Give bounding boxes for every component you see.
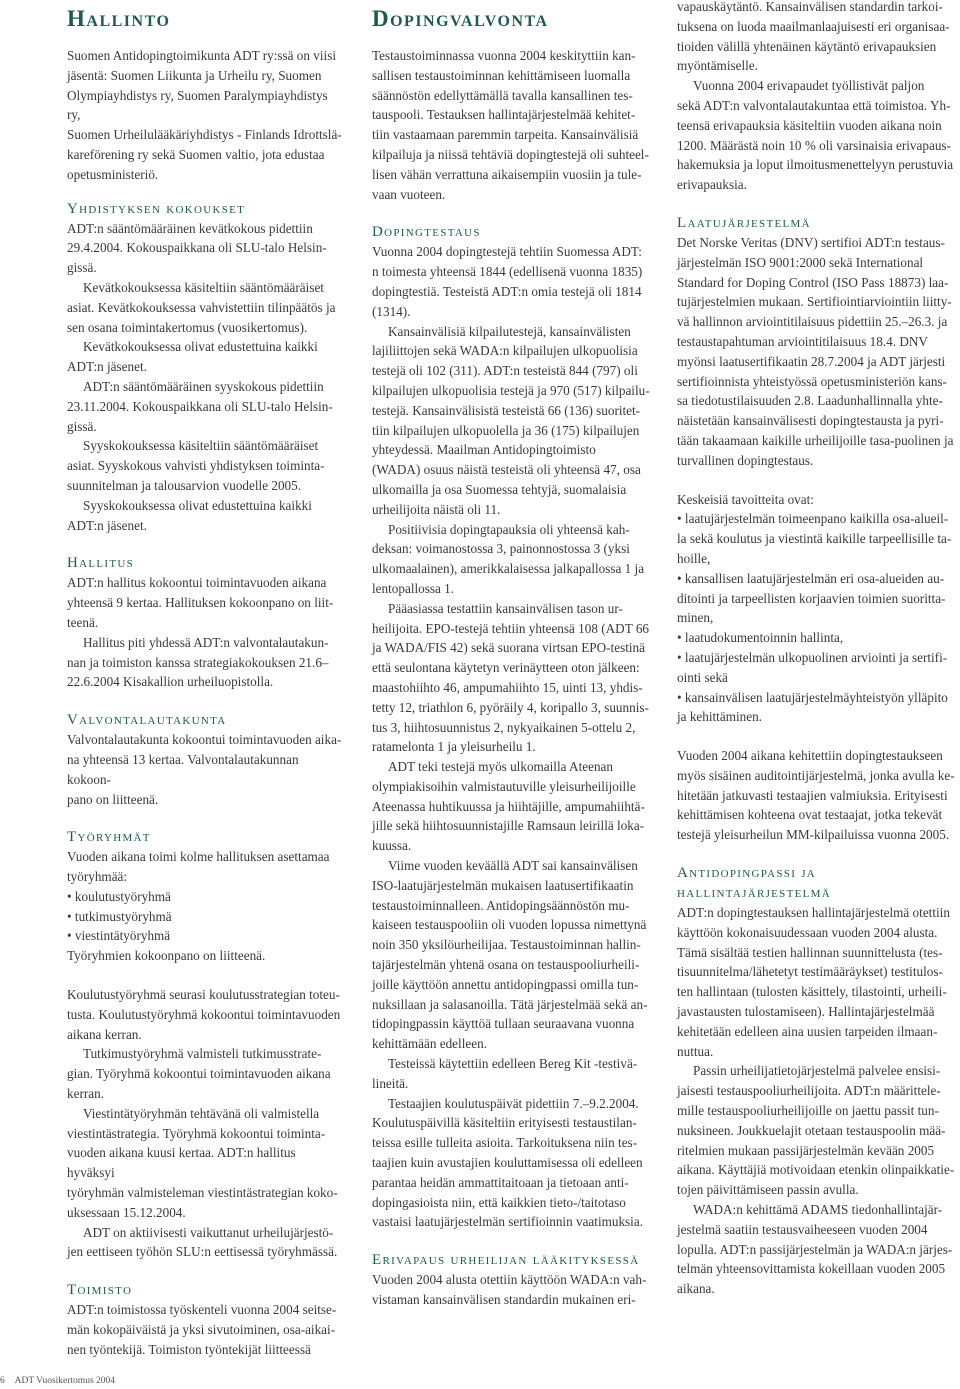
paragraph: ADT:n dopingtestauksen hallintajärjestelmä otettiin käyttöön kokonaisuudessaan vuoden 2004 alusta. Tämä sisältää testien hallinnan suunnittelusta (tes- tisuunnitelma/lähetetyt testimääräykset) testitulos- ten hallintaan (tulosten käsittely, tilastointi, urheili- javastausten tulostamiseen). Hallintajärjestelmää kehitetään edelleen aina uusien tarpeiden ilmaan- nuttua. <box>677 905 950 1059</box>
paragraph: ADT:n sääntömääräinen syyskokous pidettiin 23.11.2004. Kokouspaikkana oli SLU-talo Helsin- gissä. <box>67 378 333 434</box>
paragraph: ADT:n sääntömääräinen kevätkokous pidettiin 29.4.2004. Kokouspaikkana oli SLU-talo Helsin- gissä. <box>67 220 327 276</box>
page-number: 6 <box>0 1376 5 1386</box>
paragraph: ADT on aktiivisesti vaikuttanut urheilujärjestö- jen eettiseen työhön SLU:n eettisessä työryhmässä. <box>67 1224 338 1260</box>
paragraph: ADT teki testejä myös ulkomailla Ateenan olympiakisoihin valmistautuville yleisurheilijoille Ateenassa huhtikuussa ja hiihtäjille, ampumahiihtä- jille sekä hiihtosuunnistajille Ramsaun leirillä loka- kuussa. <box>372 759 645 854</box>
list-item: • koulutustyöryhmä <box>67 887 344 907</box>
list-item: • tutkimustyöryhmä <box>67 907 344 927</box>
list-item: • viestintätyöryhmä <box>67 926 344 946</box>
paragraph: Kevätkokouksessa käsiteltiin sääntömääräiset asiat. Kevätkokouksessa vahvistettiin tilinpäätös ja sen osana toimintakertomus (vuosikertomus). <box>67 279 336 335</box>
column-1 <box>67 5 344 1360</box>
publication-title: ADT Vuosikertomus 2004 <box>14 1376 116 1386</box>
list-item: • laatujärjestelmän toimeenpano kaikilla osa-alueil- la sekä koulutus ja viestintä kaikille tarpeellisille ta- hoille, <box>677 509 956 568</box>
paragraph: Syyskokouksessa käsiteltiin sääntömääräiset asiat. Syyskokous vahvisti yhdistyksen toiminta- suunnitelman ja talousarvion vuodelle 2005. <box>67 438 325 493</box>
bullet-list <box>677 509 956 727</box>
paragraph: Det Norske Veritas (DNV) sertifioi ADT:n testaus- järjestelmän ISO 9001:2000 sekä International Standard for Doping Control (ISO Pass 18873) laa- tujärjestelmien mukaan. Sertifiointiarviointiin liitty- vä hallinnon arviointitilaisuus pidettiin 25.–26.3. ja testaustapahtuman arviointitilaisuus 18.4. DNV myönsi laatusertifikaatin 28.7.2004 ja ADT järjesti sertifioinnista yhteistyössä opetusministeriön kans- sa tiedotustilaisuuden 2.8. Laadunhallinnalla yhte- näistetään kansainvälisesti dopingtestausta ja pyri- tään takaamaan kaikille urheilijoille tasa-puolinen ja turvallinen dopingtestaus. <box>677 234 954 468</box>
paragraph: Syyskokouksessa olivat edustettuina kaikki ADT:n jäsenet. <box>67 497 312 533</box>
subheading-yhdistyksen-kokoukset: Yhdistyksen kokoukset <box>67 200 246 217</box>
paragraph: Testeissä käytettiin edelleen Bereg Kit -testivä- lineitä. <box>372 1056 638 1091</box>
subheading-antidopingpassi: Antidopingpassi ja hallintajärjestelmä <box>677 865 831 902</box>
subheading-toimisto: Toimisto <box>67 1282 133 1299</box>
column-3 <box>677 0 956 1299</box>
paragraph: Tutkimustyöryhmä valmisteli tutkimusstrate- gian. Työryhmä kokoontui toimintavuoden aikana kerran. <box>67 1046 331 1102</box>
paragraph: Viime vuoden keväällä ADT sai kansainvälisen ISO-laatujärjestelmän mukaisen laatusertifikaatin testaustoiminnalleen. Antidopingsäännöstön mu- kaiseen testauspooliin oli vuoden lopussa nimettynä noin 350 yksilöurheilijaa. Testaustoiminnan hallin- tajärjestelmän yhtenä osana on testauspooliurheili- joille käyttöön annettu antidopingpassi omilla tun- nuksillaan ja salasanoilla. Tätä järjestelmää sekä an- tidopingpassin käyttöä tullaan seuraavana vuonna kehittämään edelleen. <box>372 858 648 1052</box>
paragraph: Testaajien koulutuspäivät pidettiin 7.–9.2.2004. Koulutuspäivillä käsiteltiin erityisesti testaustilan- teissa esille tulleita asioita. Tarkoituksena niin tes- taajien kuin avustajien kouluttamisessa oli edelleen parantaa heidän ammattitaitoaan ja tietoaan anti- dopingasioista niin, että kaikkien tieto-/taitotaso vastaisi laatujärjestelmän sertifioinnin vaatimuksia. <box>372 1095 644 1230</box>
paragraph: Testaustoiminnassa vuonna 2004 keskityttiin kan- sallisen testaustoiminnan kehittämiseen luomalla säännöstön edellyttämällä tavalla kansallinen tes- tauspooli. Testauksen hallintajärjestelmää kehitet- tiin vastaamaan paremmin tarpeita. Kansainvälisiä kilpailuja ja niissä tehtäviä dopingtestejä oli suhteel- lisen vähän verrattuna aikaisempiin vuosiin ja tule- vaan vuoteen. <box>372 48 649 202</box>
paragraph: Suomen Antidopingtoimikunta ADT ry:ssä on viisi jäsentä: Suomen Liikunta ja Urheilu ry, Suomen Olympiayhdistys ry, Suomen Paralympiayhdistys ry, Suomen Urheilulääkäriyhdistys - Finlands Idrottslä- kareförening ry sekä Suomen valtio, jota edustaa opetusministeriö. <box>67 48 342 182</box>
paragraph: Vuonna 2004 dopingtestejä tehtiin Suomessa ADT: n toimesta yhteensä 1844 (edellisenä vuonna 1835) dopingtestiä. Testeistä ADT:n omia testejä oli 1814 (1314). <box>372 244 643 319</box>
subheading-hallitus: Hallitus <box>67 555 135 572</box>
paragraph: Valvontalautakunta kokoontui toimintavuoden aika- na yhteensä 13 kertaa. Valvontalautakunnan kokoon- pano on liitteenä. <box>67 732 342 807</box>
paragraph: ADT:n toimistossa työskenteli vuonna 2004 seitse- män kokopäiväistä ja yksi sivutoiminen, osa-aikai- nen työntekijä. Toimiston työntekijät liitteessä <box>67 1302 337 1357</box>
paragraph: Kevätkokouksessa olivat edustettuina kaikki ADT:n jäsenet. <box>67 339 318 375</box>
paragraph: WADA:n kehittämä ADAMS tiedonhallintajär- jestelmä saatiin testausvaiheeseen vuoden 2004 lopulla. ADT:n passijärjestelmän ja WADA:n järjes- telmän yhteensovittamista kokeillaan vuoden 2005 aikana. <box>677 1202 953 1297</box>
paragraph: Koulutustyöryhmä seurasi koulutusstrategian toteu- tusta. Koulutustyöryhmä kokoontui toimintavuoden aikana kerran. <box>67 987 341 1042</box>
paragraph: Positiivisia dopingtapauksia oli yhteensä kah- deksan: voimanostossa 3, painonnostossa 3 (yksi ulkomaalainen), amerikkalaisessa jalkapallossa 1 ja lentopallossa 1. <box>372 521 645 596</box>
paragraph: Työryhmien kokoonpano on liitteenä. <box>67 948 266 964</box>
subheading-tyoryhmat: Työryhmät <box>67 829 151 846</box>
page-footer <box>0 1375 115 1387</box>
paragraph: Viestintätyöryhmän tehtävänä oli valmistella viestintästrategia. Työryhmä kokoontui toiminta- vuoden aikana kuusi kertaa. ADT:n hallitus hyväksyi työryhmän valmisteleman viestintästrategian koko- uksessaan 15.12.2004. <box>67 1105 338 1220</box>
paragraph: ADT:n hallitus kokoontui toimintavuoden aikana yhteensä 9 kertaa. Hallituksen kokoonpano on liit- teenä. <box>67 575 334 630</box>
paragraph: Keskeisiä tavoitteita ovat: <box>677 491 814 507</box>
paragraph: Passin urheilijatietojärjestelmä palvelee ensisi- jaisesti testauspooliurheilijoita. ADT:n määrittele- mille testauspooliurheilijoille on jaettu passit tun- nuksineen. Joukkuelajit otetaan testauspoolin mää- ritelmien mukaan passijärjestelmän kevään 2005 aikana. Käyttäjiä motivoidaan etenkin olinpaikkatie- tojen päivittämiseen passin avulla. <box>677 1063 955 1198</box>
list-item: • kansainvälisen laatujärjestelmäyhteistyön ylläpito ja kehittäminen. <box>677 688 956 728</box>
paragraph: Pääasiassa testattiin kansainvälisen tason ur- heilijoita. EPO-testejä tehtiin yhteensä 108 (ADT 66 ja WADA/FIS 42) sekä suorana virtsan EPO-testinä että seulontana käytetyn verinäytteen oton jälkeen: maastohiihto 46, ampumahiihto 15, uinti 13, yhdis- tetty 12, triathlon 6, pyöräily 4, koripallo 3, suunnis- tus 3, hiihtosuunnistus 2, nykyaikainen 5-ottelu 2, ratamelonta 1 ja yleisurheilu 1. <box>372 600 650 755</box>
subheading-dopingtestaus: Dopingtestaus <box>372 224 481 241</box>
list-item: • laatujärjestelmän ulkopuolinen arviointi ja sertifi- ointi sekä <box>677 648 956 688</box>
column-2 <box>372 5 654 1310</box>
paragraph: Kansainvälisiä kilpailutestejä, kansainvälisten lajiliittojen sekä WADA:n kilpailujen ulkopuolisia testejä oli 102 (311). ADT:n testeistä 844 (797) oli kilpailujen ulkopuolisia testejä ja 970 (517) kilpailu- testejä. Kansainvälisistä testeistä 66 (136) suoritet- tiin kilpailujen ulkopuolella ja 36 (175) kilpailujen yhteydessä. Maailman Antidopingtoimisto (WADA) osuus näistä testeistä oli yhteensä 47, osa ulkomailla ja osa Suomessa tehtyjä, suomalaisia urheilijoita näistä oli 11. <box>372 323 650 517</box>
subheading-laatujarjestelma: Laatujärjestelmä <box>677 214 811 231</box>
section-heading-hallinto: Hallinto <box>67 6 171 31</box>
list-item: • kansallisen laatujärjestelmän eri osa-alueiden au- ditointi ja tarpeellisten korjaavien toimien suoritta- minen, <box>677 569 956 628</box>
subheading-valvontalautakunta: Valvontalautakunta <box>67 712 227 729</box>
section-heading-dopingvalvonta: Dopingvalvonta <box>372 6 549 31</box>
paragraph: Vuonna 2004 erivapaudet työllistivät paljon sekä ADT:n valvontalautakuntaa että toimistoa. Yh- teensä erivapauksia käsiteltiin vuoden aikana noin 1200. Määrästä noin 10 % oli varsinaisia erivapaus- hakemuksia ja loput ilmoitusmenettelyyn perustuvia erivapauksia. <box>677 78 954 193</box>
paragraph: vapauskäytäntö. Kansainvälisen standardin tarkoi- tuksena on luoda maailmanlaajuisesti eri organisaa- tioiden välillä yhtenäinen käytäntö erivapauksien myöntämiselle. <box>677 0 950 74</box>
bullet-list <box>67 887 344 946</box>
paragraph: Vuoden aikana toimi kolme hallituksen asettamaa työryhmää: <box>67 849 330 885</box>
list-item: • laatudokumentoinnin hallinta, <box>677 628 956 648</box>
paragraph: Vuoden 2004 aikana kehitettiin dopingtestaukseen myös sisäinen auditointijärjestelmä, jonka avulla ke- hitetään jatkuvasti testaajien valmiuksia. Erityisesti kehittämisen kohteena ovat testaajat, jotka tekevät testejä yleisurheilun MM-kilpailuissa vuonna 2005. <box>677 748 955 843</box>
subheading-erivapaus: Erivapaus urheilijan lääkityksessä <box>372 1252 640 1269</box>
paragraph: Vuoden 2004 alusta otettiin käyttöön WADA:n vah- vistaman kansainvälisen standardin mukainen eri- <box>372 1272 647 1308</box>
paragraph: Hallitus piti yhdessä ADT:n valvontalautakun- nan ja toimiston kanssa strategiakokouksen 21.6– 22.6.2004 Kisakallion urheiluopistolla. <box>67 634 329 690</box>
